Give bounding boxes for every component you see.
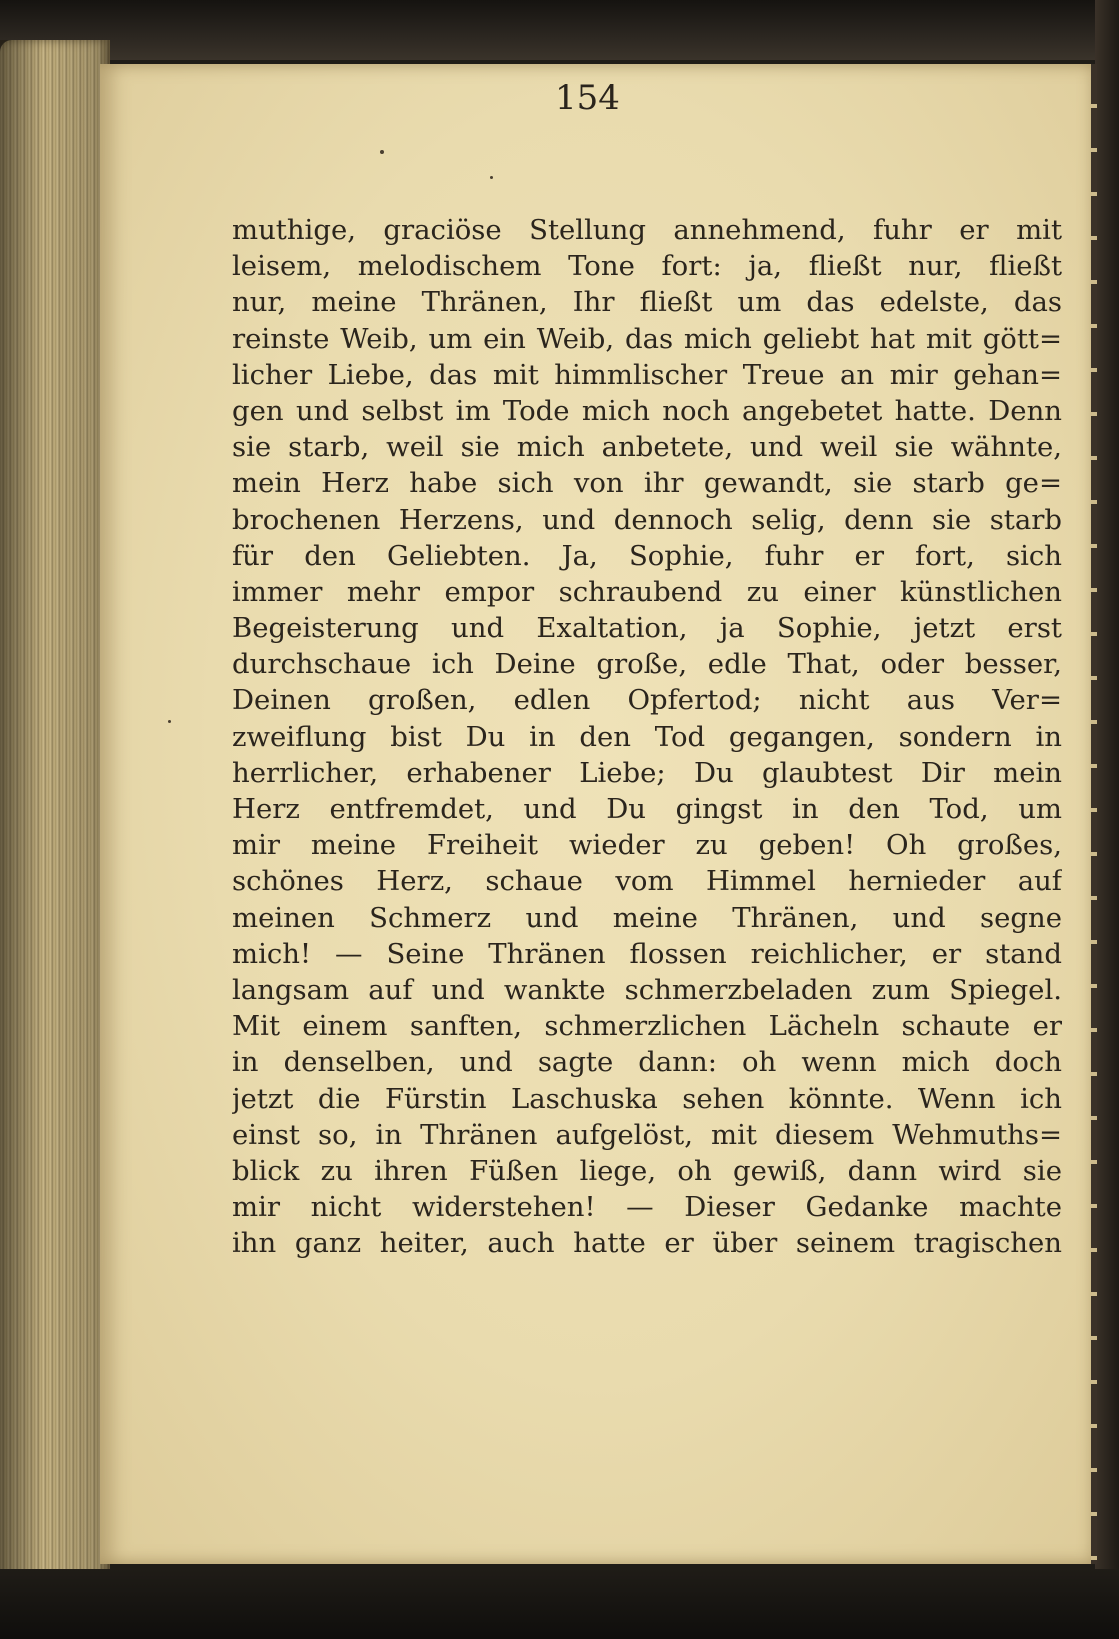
page-edge-right bbox=[1091, 64, 1097, 1564]
ink-speck bbox=[490, 176, 493, 179]
text-line: licher Liebe, das mit himmlischer Treue an mir gehan= bbox=[232, 358, 1062, 391]
text-line: herrlicher, erhabener Liebe; Du glaubtest Dir mein bbox=[232, 756, 1062, 789]
text-line: mir meine Freiheit wieder zu geben! Oh großes, bbox=[232, 829, 1062, 862]
text-line: muthige, graciöse Stellung annehmend, fuhr er mit bbox=[232, 214, 1062, 246]
text-line: für den Geliebten. Ja, Sophie, fuhr er fort, sich bbox=[232, 539, 1062, 572]
text-line: Begeisterung und Exaltation, ja Sophie, jetzt erst bbox=[232, 612, 1062, 645]
page-body-text bbox=[232, 212, 1062, 1261]
text-line: reinste Weib, um ein Weib, das mich geliebt hat mit gött= bbox=[232, 322, 1062, 355]
text-line: zweiflung bist Du in den Tod gegangen, sondern in bbox=[232, 720, 1062, 753]
text-line: Deinen großen, edlen Opfertod; nicht aus Ver= bbox=[232, 684, 1062, 717]
text-line: langsam auf und wankte schmerzbeladen zum Spiegel. bbox=[232, 973, 1062, 1006]
book-binding-bottom bbox=[0, 1569, 1119, 1639]
text-line: nur, meine Thränen, Ihr fließt um das edelste, das bbox=[232, 286, 1062, 319]
text-line: immer mehr empor schraubend zu einer künstlichen bbox=[232, 575, 1062, 608]
text-line: durchschaue ich Deine große, edle That, oder besser, bbox=[232, 648, 1062, 681]
text-line: jetzt die Fürstin Laschuska sehen könnte. Wenn ich bbox=[232, 1082, 1062, 1115]
book-binding-top bbox=[0, 0, 1119, 60]
text-line: schönes Herz, schaue vom Himmel hernieder auf bbox=[232, 865, 1062, 898]
text-line: gen und selbst im Tode mich noch angebetet hatte. Denn bbox=[232, 394, 1062, 427]
page-edges-left bbox=[0, 40, 110, 1600]
text-line: sie starb, weil sie mich anbetete, und weil sie wähnte, bbox=[232, 431, 1062, 464]
text-line: leisem, melodischem Tone fort: ja, fließt nur, fließt bbox=[232, 250, 1062, 283]
text-line: einst so, in Thränen aufgelöst, mit diesem Wehmuths= bbox=[232, 1118, 1062, 1151]
book-cover-right bbox=[1095, 0, 1119, 1639]
ink-speck bbox=[380, 150, 384, 154]
text-line: ihn ganz heiter, auch hatte er über seinem tragischen bbox=[232, 1227, 1062, 1260]
text-line: mich! — Seine Thränen flossen reichlicher, er stand bbox=[232, 937, 1062, 970]
ink-speck bbox=[168, 720, 171, 723]
text-line: brochenen Herzens, und dennoch selig, denn sie starb bbox=[232, 503, 1062, 536]
text-line: mir nicht widerstehen! — Dieser Gedanke machte bbox=[232, 1191, 1062, 1224]
text-line: Mit einem sanften, schmerzlichen Lächeln schaute er bbox=[232, 1010, 1062, 1043]
text-line: in denselben, und sagte dann: oh wenn mich doch bbox=[232, 1046, 1062, 1079]
text-line: Herz entfremdet, und Du gingst in den Tod, um bbox=[232, 793, 1062, 825]
text-line: blick zu ihren Füßen liege, oh gewiß, dann wird sie bbox=[232, 1154, 1062, 1187]
text-line: mein Herz habe sich von ihr gewandt, sie starb ge= bbox=[232, 467, 1062, 500]
text-line: meinen Schmerz und meine Thränen, und segne bbox=[232, 901, 1062, 934]
page-number: 154 bbox=[555, 78, 620, 118]
